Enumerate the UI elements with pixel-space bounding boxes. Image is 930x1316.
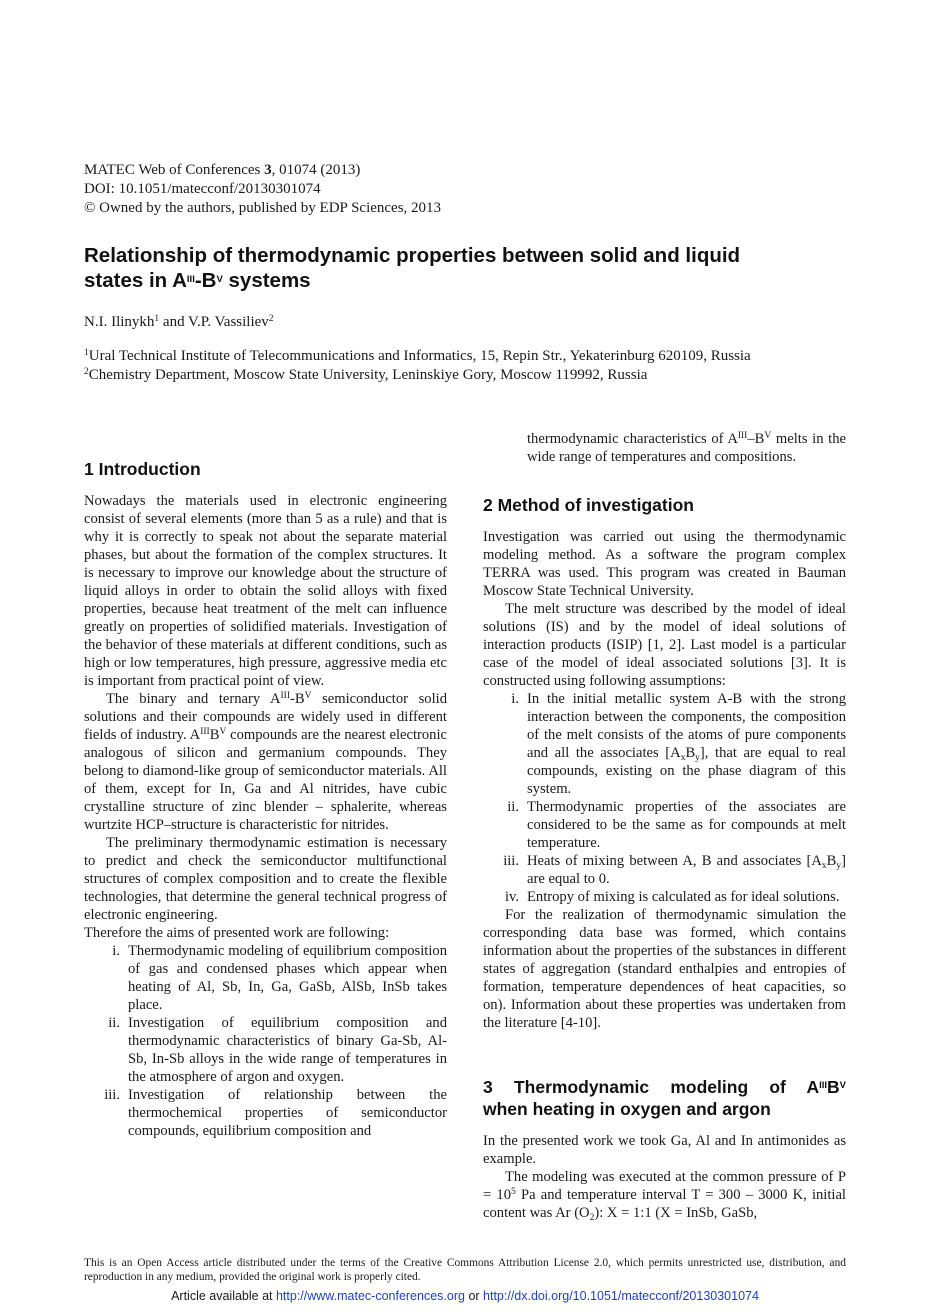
paragraph: Nowadays the materials used in electronic engineering consist of several elements (more than 5 as a rule) and that is why it is correctly to speak not about the separate material phases, but about the formation of the complex structures. It is necessary to improve our knowledge about the structure of liquid alloys in order to obtain the solid alloys with fixed properties, because heat treatment of the melt can influence greatly on properties of solidified materials. Investigation of the behavior of these materials at different conditions, such as high or low temperatures, high pressure, aggressive media etc is important from practical point of view. — [84, 493, 447, 689]
list-item: ii. Investigation of equilibrium composition and thermodynamic characteristics of binary Ga-Sb, Al-Sb, In-Sb alloys in the wide range of temperatures in the atmosphere of argon and oxygen. — [108, 1015, 447, 1085]
section-3-body — [483, 1132, 846, 1222]
paragraph: The melt structure was described by the model of ideal solutions (IS) and by the model of ideal solutions of interaction products (ISIP) [1, 2]. Last model is a particular case of the model of ideal associated solutions [3]. It is constructed using following assumptions: — [483, 601, 846, 689]
journal-citation: MATEC Web of Conferences 3, 01074 (2013) — [84, 162, 361, 178]
doi: DOI: 10.1051/matecconf/20130301074 — [84, 181, 321, 197]
paper-title: Relationship of thermodynamic properties between solid and liquid states in $A^{III}-B^V$ systems — [84, 244, 741, 292]
section-3-heading: 3 Thermodynamic modeling of $A^{III}B^V$ when heating in oxygen and argon — [483, 1077, 846, 1119]
paragraph: In the presented work we took Ga, Al and In antimonides as example. — [483, 1133, 846, 1167]
journal-header — [84, 161, 784, 218]
list-item: ii. Thermodynamic properties of the associates are considered to be the same as for compounds at melt temperature. — [507, 799, 846, 851]
doi-link[interactable]: http://dx.doi.org/10.1051/matecconf/20130301074 — [483, 1289, 759, 1303]
list-item: i. In the initial metallic system A-B with the strong interaction between the components, the composition of the melt consists of the atoms of pure components and all the associates $[A_xB_y]$, that are equal to real compounds, existing on the phase diagram of this system. — [511, 691, 846, 797]
paragraph: The modeling was executed at the common pressure of $P = 10^5$ Pa and temperature interval T = 300 – 3000 K, initial content was Ar $(O_2)$: X = 1:1 (X = InSb, GaSb, — [483, 1169, 846, 1223]
list-item: iv. Entropy of mixing is calculated as for ideal solutions. — [504, 889, 840, 905]
affiliations — [84, 347, 864, 385]
affiliation-2: $^2$Chemistry Department, Moscow State University, Leninskiye Gory, Moscow 119992, Russia — [84, 367, 648, 383]
list-item: i. Thermodynamic modeling of equilibrium composition of gas and condensed phases which appear when heating of Al, Sb, In, Ga, GaSb, AlSb, InSb takes place. — [112, 943, 447, 1013]
matec-link[interactable]: http://www.matec-conferences.org — [275, 1289, 465, 1303]
section-2-heading: 2 Method of investigation — [483, 495, 694, 515]
paragraph: The binary and ternary $A^{III}-B^V$ semiconductor solid solutions and their compounds are widely used in different fields of industry. $A^{III}B^V$ compounds are the nearest electronic analogous of silicon and germanium compounds. They belong to diamond-like group of semiconductor materials. All of them, except for In, Ga and Al nitrides, have cubic crystalline structure of zinc blender – sphalerite, whereas wurtzite HCP–structure is characteristic for nitrides. — [84, 691, 448, 833]
list-item-continuation: thermodynamic characteristics of $A^{III}-B^V$ melts in the wide range of temperatures and compositions. — [527, 431, 846, 465]
list-item: iii. Investigation of relationship between the thermochemical properties of semiconductor compounds, equilibrium composition and — [104, 1087, 447, 1139]
list-item: iii. Heats of mixing between A, B and associates $[A_xB_y]$ are equal to 0. — [503, 853, 846, 887]
paragraph: Investigation was carried out using the thermodynamic modeling method. As a software the program complex TERRA was used. This program was created in Bauman Moscow State Technical University. — [483, 529, 846, 599]
right-column — [483, 528, 846, 1032]
article-availability: Article available at http://www.matec-conferences.org or http://dx.doi.org/10.1051/matecconf/20130301074 — [171, 1289, 759, 1303]
affiliation-1: $^1$Ural Technical Institute of Telecommunications and Informatics, 15, Repin Str., Yekaterinburg 620109, Russia — [84, 348, 751, 364]
paragraph: The preliminary thermodynamic estimation is necessary to predict and check the semiconductor multifunctional structures of complex composition and to create the flexible technologies, that determine the general technical progress of electronic engineering. — [84, 835, 447, 923]
copyright: © Owned by the authors, published by EDP Sciences, 2013 — [84, 200, 442, 216]
license-notice: This is an Open Access article distributed under the terms of the Creative Commons Attribution License 2.0, which permits unrestricted use, distribution, and reproduction in any medium, provided the original work is properly cited. — [84, 1257, 846, 1283]
paragraph: For the realization of thermodynamic simulation the corresponding data base was formed, which contains information about the properties of the substances in different states of aggregation (standard enthalpies and entropies of formation, temperature dependences of heat capacities, so on). Information about these properties was undertaken from the literature [4-10]. — [483, 907, 846, 1031]
left-column — [84, 492, 447, 1140]
paragraph: Therefore the aims of presented work are following: — [84, 925, 390, 941]
authors: N.I. Ilinykh$^1$ and V.P. Vassiliev$^2$ — [84, 314, 274, 330]
section-1-heading: 1 Introduction — [84, 459, 201, 479]
